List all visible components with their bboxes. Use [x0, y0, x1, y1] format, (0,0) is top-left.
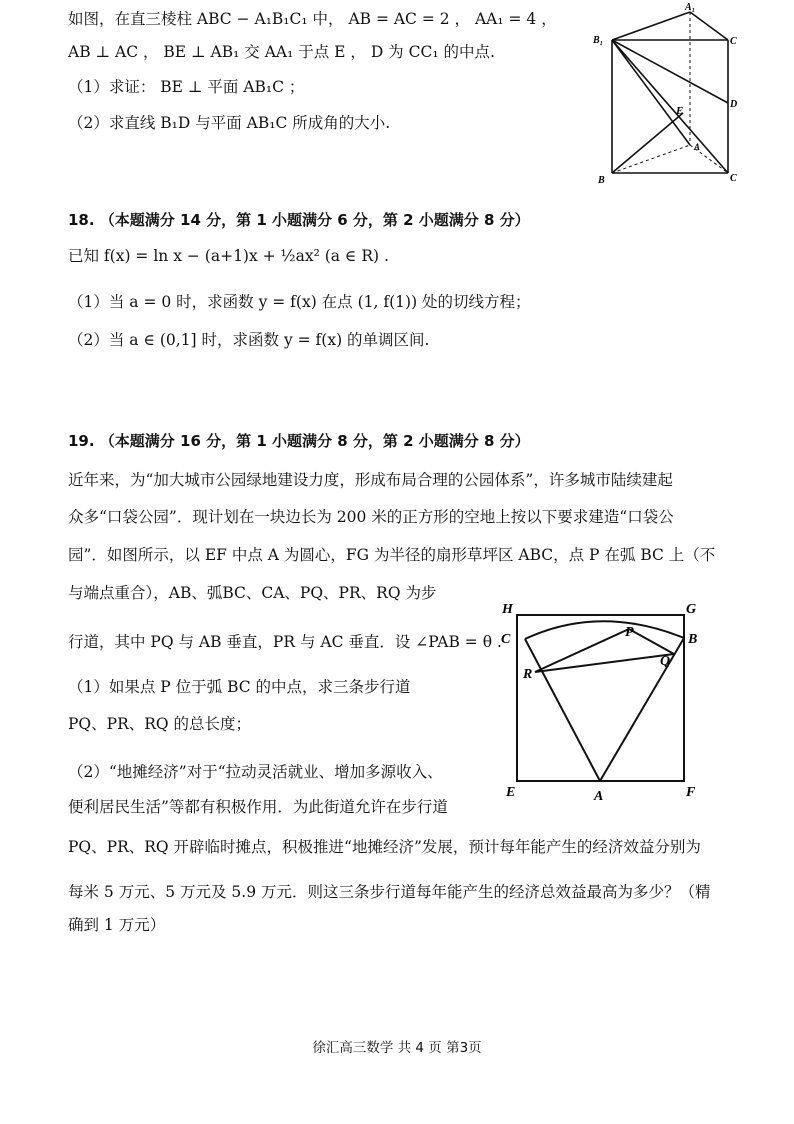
- prism-figure: [590, 0, 790, 190]
- p19-question-1-cont: PQ、PR、RQ 的总长度；: [68, 715, 252, 733]
- label-c: C: [730, 173, 737, 184]
- label-e: E: [676, 105, 684, 117]
- p19-question-2-cont-4: 确到 1 万元）: [68, 916, 166, 934]
- walkway-ab: [600, 638, 684, 781]
- p18-heading: 18. （本题满分 14 分，第 1 小题满分 6 分，第 2 小题满分 8 分）: [68, 211, 530, 229]
- p19-line-5: 行道，其中 PQ 与 AB 垂直，PR 与 AC 垂直．设 ∠PAB = θ .: [68, 633, 502, 651]
- edge-a1-c1: [690, 12, 728, 40]
- p19-question-2-cont-2: PQ、PR、RQ 开辟临时摊点，积极推进“地摊经济”发展，预计每年能产生的经济效益分别为: [68, 838, 701, 856]
- arc-bc: [525, 621, 684, 639]
- p17-line-2: AB ⊥ AC ， BE ⊥ AB₁ 交 AA₁ 于点 E ， D 为 CC₁ 的中点.: [68, 43, 495, 61]
- label-f: F: [686, 785, 696, 800]
- label-a: A: [694, 142, 701, 152]
- label-p: P: [625, 625, 634, 640]
- label-b1: B₁: [593, 35, 604, 46]
- p19-question-2-cont-1: 便利居民生活”等都有积极作用．为此街道允许在步行道: [68, 798, 448, 816]
- label-q: Q: [660, 654, 671, 669]
- segment-b-e: [612, 113, 683, 173]
- p19-question-2-cont-3: 每米 5 万元、5 万元及 5.9 万元．则这三条步行道每年能产生的经济总效益最高为多少？（精: [68, 883, 711, 901]
- p18-given: 已知 f(x) = ln x − (a+1)x + ½ax² (a ∈ R) .: [68, 247, 389, 265]
- label-b: B: [688, 632, 698, 647]
- p19-question-2: （2）“地摊经济”对于“拉动灵活就业、增加多源收入、: [68, 763, 443, 781]
- p19-question-1: （1）如果点 P 位于弧 BC 的中点，求三条步行道: [68, 678, 411, 696]
- p17-question-1: （1）求证： BE ⊥ 平面 AB₁C ；: [68, 78, 305, 96]
- p19-line-2: 众多“口袋公园”．现计划在一块边长为 200 米的正方形的空地上按以下要求建造“口袋公: [68, 508, 674, 526]
- segment-b1-c: [612, 40, 728, 173]
- label-a1: A₁: [685, 2, 696, 13]
- label-a: A: [594, 789, 604, 804]
- label-c: C: [501, 632, 511, 647]
- edge-b-a: [612, 145, 690, 173]
- p19-line-1: 近年来，为“加大城市公园绿地建设力度，形成布局合理的公园体系”，许多城市陆续建起: [68, 471, 673, 489]
- park-figure: [498, 598, 728, 808]
- label-e: E: [506, 785, 516, 800]
- p18-question-2: （2）当 a ∈ (0,1] 时，求函数 y = f(x) 的单调区间.: [68, 331, 430, 349]
- square-efgh: [517, 615, 684, 781]
- p17-question-2: （2）求直线 B₁D 与平面 AB₁C 所成角的大小.: [68, 114, 391, 132]
- segment-b1-a: [612, 40, 690, 145]
- p19-line-3: 园”．如图所示，以 EF 中点 A 为圆心，FG 为半径的扇形草坪区 ABC，点 P 在弧 BC 上（不: [68, 546, 716, 564]
- p17-line-1: 如图，在直三棱柱 ABC − A₁B₁C₁ 中， AB = AC = 2 ， AA₁ = 4 ，: [68, 10, 557, 28]
- label-h: H: [502, 602, 513, 617]
- label-c1: C: [730, 36, 737, 47]
- p19-heading: 19. （本题满分 16 分，第 1 小题满分 8 分，第 2 小题满分 8 分）: [68, 432, 530, 450]
- label-g: G: [686, 602, 697, 617]
- label-d: D: [730, 99, 738, 110]
- edge-b1-a1: [612, 12, 690, 40]
- p18-question-1: （1）当 a = 0 时，求函数 y = f(x) 在点 (1, f(1)) 处的切线方程；: [68, 293, 531, 311]
- label-r: R: [523, 667, 533, 682]
- label-b: B: [598, 175, 605, 186]
- segment-b1-d: [612, 40, 728, 103]
- p19-line-4: 与端点重合），AB、弧BC、CA、PQ、PR、RQ 为步: [68, 584, 437, 602]
- page-footer: 徐汇高三数学 共 4 页 第3页: [312, 1040, 482, 1056]
